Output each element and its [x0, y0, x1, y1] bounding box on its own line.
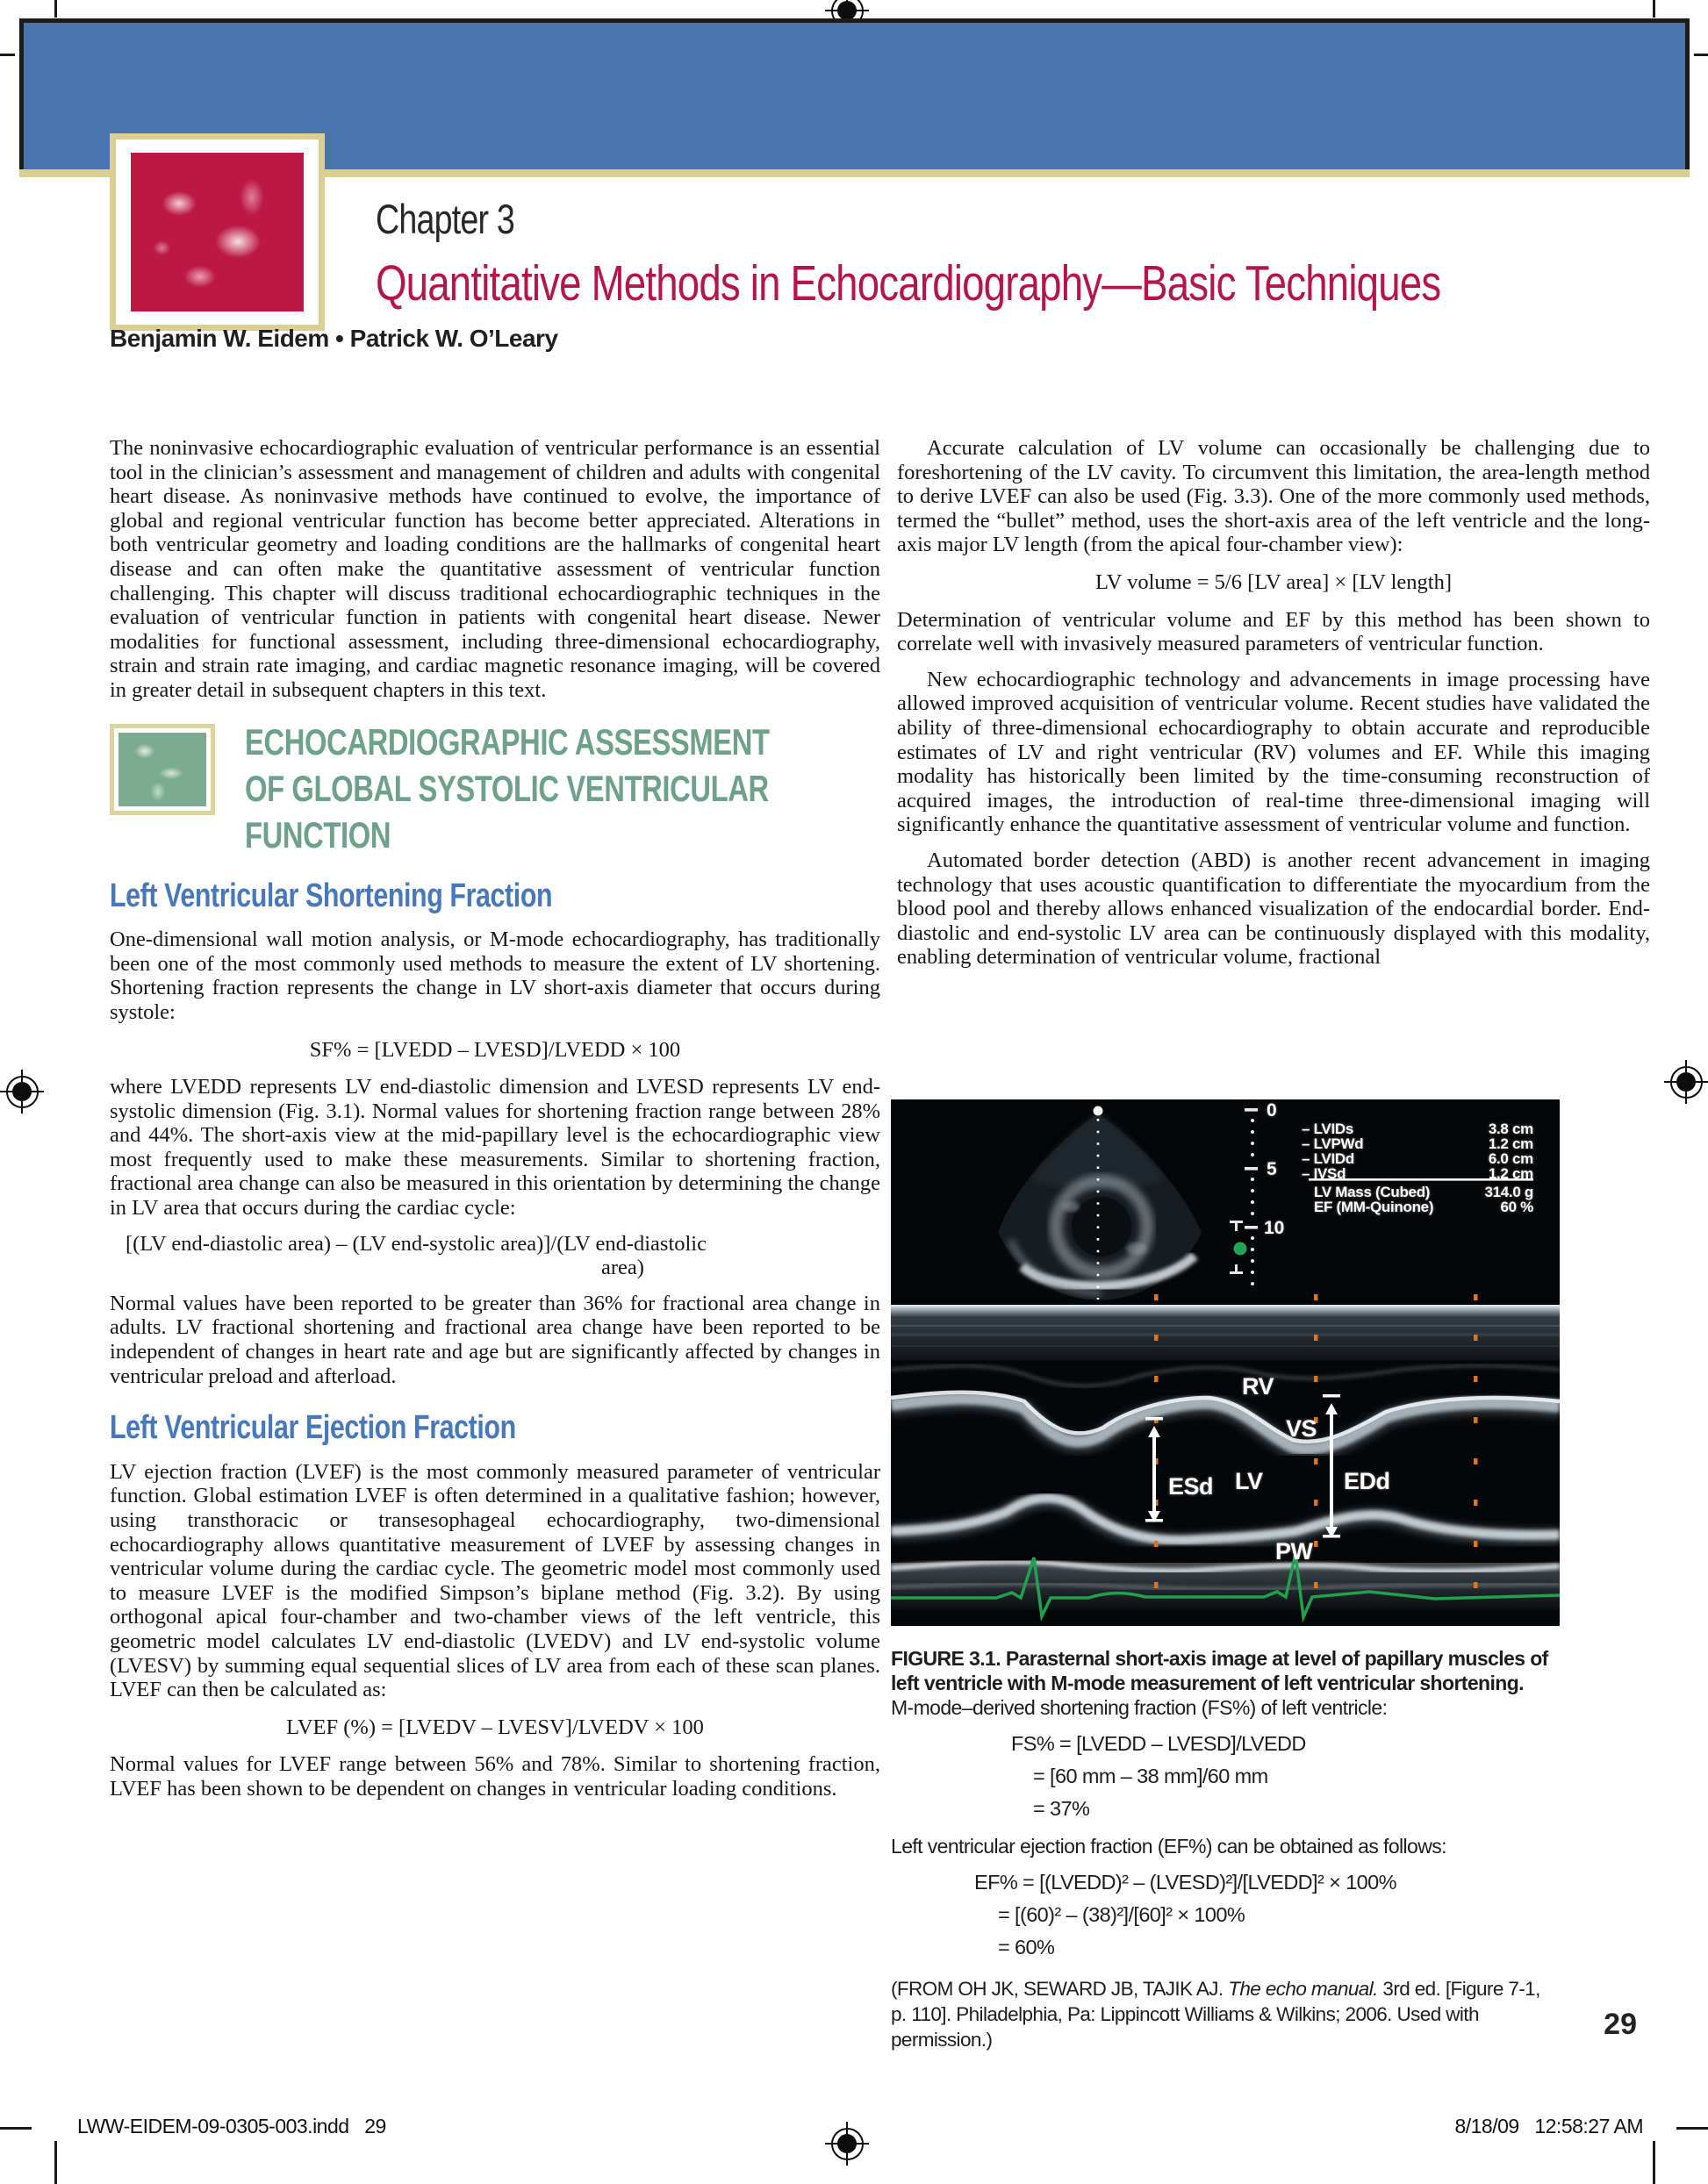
caption-subtitle: M-mode–derived shortening fraction (FS%) of left ventricle:: [891, 1696, 1388, 1719]
measurement-label: – LVIDs: [1302, 1121, 1353, 1137]
formula-line: = 60%: [998, 1936, 1055, 1958]
measurement-value: 1.2 cm: [1488, 1165, 1533, 1182]
registration-mark-icon: [825, 2122, 869, 2166]
formula-line: [(LV end-diastolic area) – (LV end-systolic area)]/(LV end-diastolic: [126, 1231, 707, 1256]
left-column: [110, 436, 880, 1801]
formula-sf: SF% = [LVEDD – LVESD]/LVEDD × 100: [309, 1037, 681, 1062]
body-paragraph: Normal values have been reported to be greater than 36% for fractional area change in adults. LV fractional shortening and fractional area change have been reported to be independent of changes in heart rate and age but are significantly affected by changes in ventricular preload and afterload.: [110, 1291, 880, 1388]
formula-fractional-area: [110, 1232, 880, 1280]
crop-mark: [1694, 54, 1708, 56]
measurement-value: 60 %: [1500, 1199, 1533, 1215]
measurement-label: – LVPWd: [1302, 1135, 1364, 1152]
measurement-value: 314.0 g: [1484, 1184, 1533, 1200]
authors-line: Benjamin W. Eidem • Patrick W. O’Leary: [110, 325, 558, 352]
registration-mark-icon: [1664, 1060, 1708, 1104]
body-paragraph: Automated border detection (ABD) is another recent advancement in imaging technology that uses acoustic quantification to differentiate the myocardium from the blood pool and thereby allows enhanced visualization of the endocardial border. End-diastolic and end-systolic LV area can be continuously displayed with this modality, enabling determination of ventricular volume, fractional: [897, 848, 1650, 970]
ruler-label: 10: [1264, 1218, 1285, 1238]
section-thumbnail-frame: [110, 724, 215, 815]
crop-mark: [0, 2127, 32, 2130]
crop-mark: [1676, 2127, 1708, 2130]
measurement-label: – LVIDd: [1302, 1150, 1354, 1167]
formula-line: = [60 mm – 38 mm]/60 mm: [1033, 1765, 1268, 1787]
section-heading-block: [110, 720, 880, 858]
ruler-label: 0: [1267, 1100, 1277, 1121]
crop-mark: [1653, 2141, 1655, 2184]
crop-mark: [0, 54, 15, 56]
section-heading-line: OF GLOBAL SYSTOLIC VENTRICULAR: [245, 767, 769, 809]
figure-3-1: [891, 1099, 1560, 1626]
annotation-esd: ESd: [1168, 1473, 1214, 1500]
chapter-label-text: Chapter 3: [376, 196, 514, 242]
footer-filename: LWW-EIDEM-09-0305-003.indd 29: [77, 2115, 386, 2137]
annotation-lv: LV: [1235, 1468, 1263, 1494]
measurement-label: EF (MM-Quinone): [1314, 1199, 1434, 1215]
measurement-label: – IVSd: [1302, 1165, 1346, 1182]
body-paragraph: LV ejection fraction (LVEF) is the most commonly measured parameter of ventricular function. Global estimation LVEF is often determined in a qualitative fashion; however, using transthoracic or transesophageal echocardiography, two-dimensional echocardiography allows quantitative measurement of LVEF by assessing changes in ventricular volume during the cardiac cycle. The geometric model most commonly used to measure LVEF is the modified Simpson’s biplane method (Fig. 3.2). By using orthogonal apical four-chamber and two-chamber views of the left ventricle, this geometric model calculates LV end-diastolic (LVEDV) and LV end-systolic volume (LVESV) by summing equal sequential slices of LV area from each of these scan planes. LVEF can then be calculated as:: [110, 1459, 880, 1702]
chapter-label: [376, 195, 549, 244]
footer-timestamp: 8/18/09 12:58:27 AM: [1454, 2115, 1643, 2137]
right-column: [897, 436, 1650, 970]
page-number: 29: [1604, 2008, 1637, 2041]
crop-mark: [54, 2141, 57, 2184]
measurement-label: LV Mass (Cubed): [1314, 1184, 1431, 1200]
body-paragraph: Accurate calculation of LV volume can occasionally be challenging due to foreshortening of the LV cavity. To circumvent this limitation, the area-length method to derive LVEF can also be used (Fig. 3.3). One of the more commonly used methods, termed the “bullet” method, uses the short-axis area of the left ventricle and the long-axis major LV length (from the apical four-chamber view):: [897, 436, 1650, 557]
body-paragraph: Normal values for LVEF range between 56% and 78%. Similar to shortening fraction, LVEF has been shown to be dependent on changes in ventricular loading conditions.: [110, 1752, 880, 1801]
chapter-thumbnail-image: [131, 153, 304, 311]
registration-mark-icon: [0, 1070, 44, 1113]
formula-lv-volume: LV volume = 5/6 [LV area] × [LV length]: [1095, 569, 1452, 594]
formula-line: = 37%: [1033, 1797, 1090, 1820]
page-title: [376, 254, 1707, 312]
section-heading: [245, 719, 917, 858]
crop-mark: [54, 0, 57, 18]
caption-source: (FROM OH JK, SEWARD JB, TAJIK AJ. The echo manual. 3rd ed. [Figure 7-1, p. 110]. Philadelphia, Pa: Lippincott Williams & Wilkins; 2006. Used with permission.): [891, 1978, 1540, 2051]
measurement-value: 1.2 cm: [1488, 1135, 1533, 1152]
formula-line: FS% = [LVEDD – LVESD]/LVEDD: [1011, 1732, 1306, 1755]
measurement-value: 3.8 cm: [1488, 1121, 1533, 1137]
annotation-vs: VS: [1286, 1415, 1317, 1442]
page-title-text: Quantitative Methods in Echocardiography—Basic Techniques: [376, 255, 1441, 311]
body-paragraph: Determination of ventricular volume and EF by this method has been shown to correlate well with invasively measured parameters of ventricular function.: [897, 607, 1650, 656]
intro-paragraph: The noninvasive echocardiographic evaluation of ventricular performance is an essential tool in the clinician’s assessment and management of children and adults with congenital heart disease. As noninvasive methods have continued to evolve, the importance of global and regional ventricular function has become better appreciated. Alterations in both ventricular geometry and loading conditions are the hallmarks of congenital heart disease and can often make the quantitative assessment of ventricular function challenging. This chapter will discuss traditional echocardiographic techniques in the evaluation of ventricular function in patients with congenital heart disease. Newer modalities for functional assessment, including three-dimensional echocardiography, strain and strain rate imaging, and cardiac magnetic resonance imaging, will be covered in greater detail in subsequent chapters in this text.: [110, 436, 880, 702]
annotation-rv: RV: [1242, 1373, 1274, 1400]
caption-title: FIGURE 3.1. Parasternal short-axis image at level of papillary muscles of left ventricle with M-mode measurement of left ventricular shortening.: [891, 1647, 1548, 1694]
figure-caption: [891, 1646, 1560, 2052]
section-thumbnail-image: [118, 733, 206, 806]
formula-line: area): [601, 1256, 644, 1280]
annotation-edd: EDd: [1344, 1468, 1390, 1494]
formula-line: EF% = [(LVEDD)² – (LVESD)²]/[LVEDD]² × 100%: [974, 1871, 1396, 1894]
annotation-pw: PW: [1275, 1538, 1313, 1565]
caption-ef-formulas: [891, 1866, 1560, 1964]
crop-mark: [1653, 0, 1655, 18]
body-paragraph: New echocardiographic technology and advancements in image processing have allowed improved acquisition of ventricular volume. Recent studies have validated the ability of three-dimensional echocardiography to obtain accurate and reproducible estimates of LV and right ventricular (RV) volumes and EF. While this imaging modality has historically been limited by the time-consuming reconstruction of acquired images, the introduction of real-time three-dimensional imaging will significantly enhance the quantitative assessment of ventricular volume and function.: [897, 667, 1650, 837]
section-heading-line: FUNCTION: [245, 813, 391, 856]
caption-ef-intro: Left ventricular ejection fraction (EF%) can be obtained as follows:: [891, 1835, 1446, 1858]
body-paragraph: One-dimensional wall motion analysis, or M-mode echocardiography, has traditionally been one of the most commonly used methods to measure the extent of LV shortening. Shortening fraction represents the change in LV short-axis diameter that occurs during systole:: [110, 927, 880, 1024]
subsection-heading-ejection: Left Ventricular Ejection Fraction: [110, 1409, 516, 1447]
body-paragraph: where LVEDD represents LV end-diastolic dimension and LVESD represents LV end-systolic dimension (Fig. 3.1). Normal values for shortening fraction range between 28% and 44%. The short-axis view at the mid-papillary level is the echocardiographic view most frequently used to make these measurements. Similar to shortening fraction, fractional area change can also be measured in this orientation by determining the change in LV area that occurs during the cardiac cycle:: [110, 1075, 880, 1221]
formula-lvef: LVEF (%) = [LVEDV – LVESV]/LVEDV × 100: [286, 1715, 704, 1739]
section-heading-line: ECHOCARDIOGRAPHIC ASSESSMENT: [245, 720, 770, 763]
caption-fs-formulas: [891, 1728, 1560, 1825]
subsection-heading-shortening: Left Ventricular Shortening Fraction: [110, 877, 553, 914]
ruler-label: 5: [1267, 1159, 1277, 1179]
formula-line: = [(60)² – (38)²]/[60]² × 100%: [998, 1903, 1245, 1926]
measurement-value: 6.0 cm: [1488, 1150, 1533, 1167]
chapter-thumbnail-frame: [110, 133, 325, 331]
